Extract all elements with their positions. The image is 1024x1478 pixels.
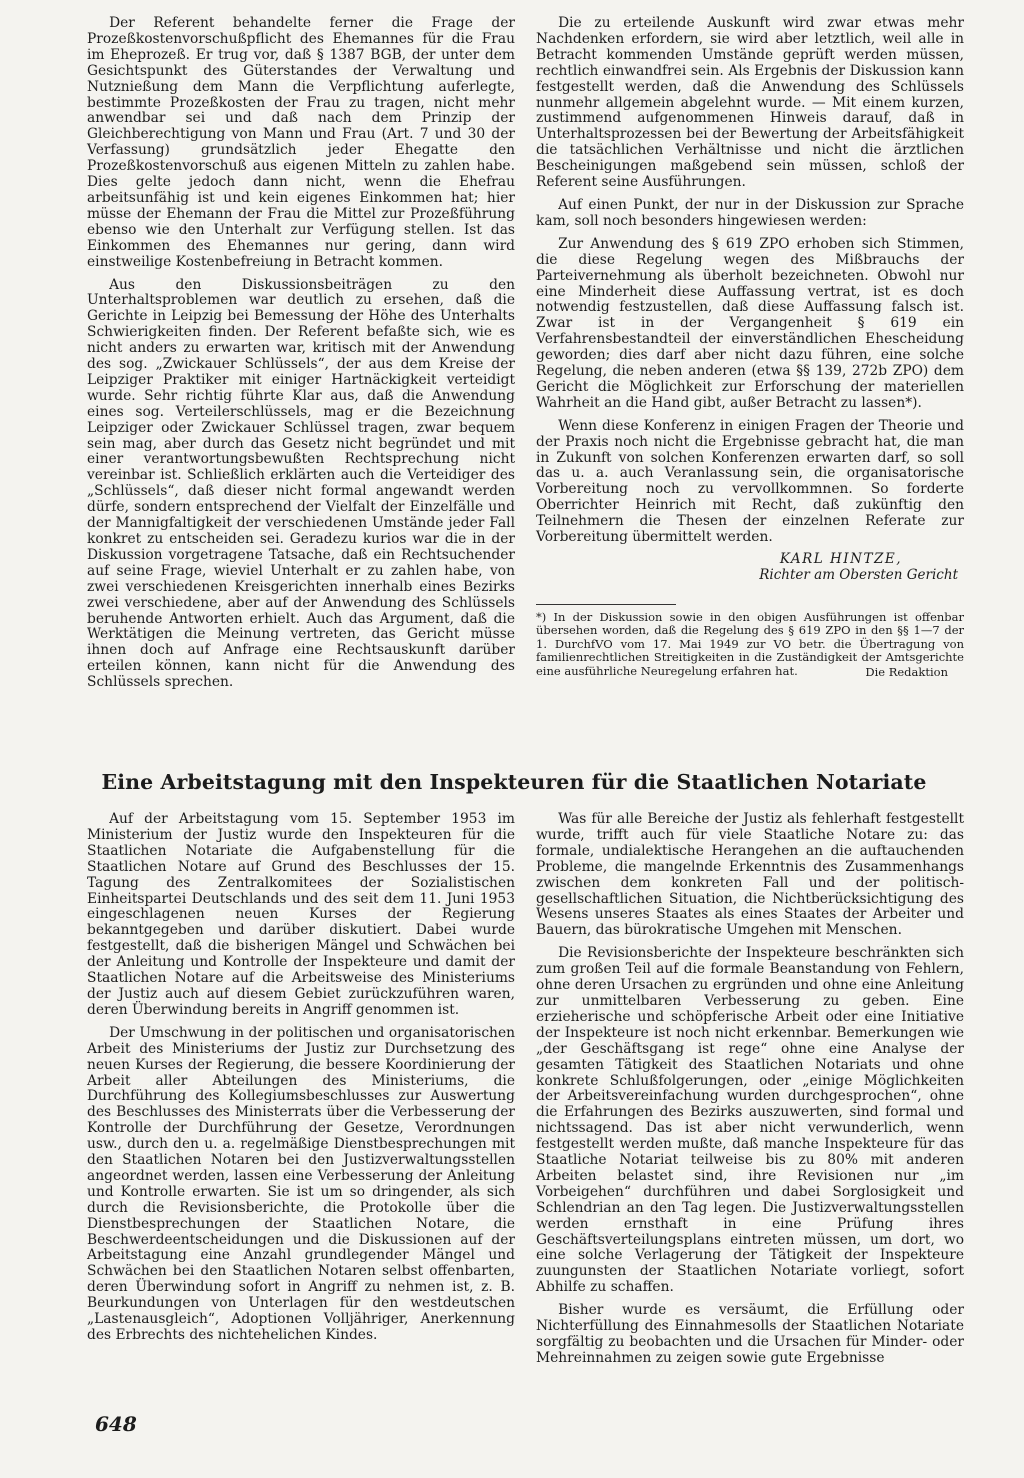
article-right-column: [536, 812, 964, 1367]
article-left-column: [87, 812, 515, 1344]
paragraph: Auf der Arbeitstagung vom 15. September 1953 im Ministerium der Justiz wurde den Inspekteuren für die Staatlichen Notariate die Aufgabenstellung für die Staatlichen Notare auf Grund des Beschlusses der 15. Tagung des Zentralkomitees der Sozialistischen Einheitspartei Deutschlands und des seit dem 11. Juni 1953 eingeschlagenen neuen Kurses der Regierung bekanntgegeben und darüber diskutiert. Dabei wurde festgestellt, daß die bisherigen Mängel und Schwächen bei der Anleitung und Kontrolle der Inspekteure und damit der Staatlichen Notare auf die Arbeitsweise des Ministeriums der Justiz auch auf diesem Gebiet zurückzuführen waren, deren Überwindung bereits in Angriff genommen ist.: [87, 811, 515, 1018]
page-number: 648: [95, 1412, 137, 1436]
indented-quote: Zur Anwendung des § 619 ZPO erhoben sich Stimmen, die diese Regelung wegen des Mißbrauchs der Parteivernehmung als überholt bezeichneten. Obwohl nur eine Minderheit diese Auffassung vertrat, ist es doch notwendig festzustellen, daß diese Auffassung falsch ist. Zwar ist in der Vergangenheit § 619 ein Verfahrensbestandteil der einverständlichen Ehescheidung geworden; dies darf aber nicht dazu führen, eine solche Regelung, die neben anderen (etwa §§ 139, 272b ZPO) dem Gericht die Möglichkeit zur Erforschung der materiellen Wahrheit an die Hand gibt, außer Betracht zu lassen*).: [536, 235, 964, 411]
top-left-column: [87, 16, 515, 691]
footnote-divider: [536, 604, 676, 605]
paragraph: Die Revisionsberichte der Inspekteure beschränkten sich zum großen Teil auf die formale Beanstandung von Fehlern, ohne deren Ursachen zu ergründen und ohne eine Anleitung zur unmittelbaren Verbesserung zu geben. Eine erzieherische und schöpferische Arbeit oder eine Initiative der Inspekteure ist noch nicht erkennbar. Bemerkungen wie „der Geschäftsgang ist rege“ ohne eine Analyse der gesamten Tätigkeit des Staatlichen Notariats und ohne konkrete Schlußfolgerungen, oder „einige Möglichkeiten der Arbeitsvereinfachung wurden durchgesprochen“, ohne die Erfahrungen des Bezirks auszuwerten, sind formal und nichtssagend. Das ist aber nicht verwunderlich, wenn festgestellt werden mußte, daß manche Inspekteure für das Staatliche Notariat teilweise bis zu 80% mit anderen Arbeiten belastet sind, ihre Revisionen nur „im Vorbeigehen“ durchführen und dabei Sorglosigkeit und Schlendrian an den Tag legen. Die Justizverwaltungsstellen werden ernsthaft in eine Prüfung ihres Geschäftsverteilungsplans eintreten müssen, um dort, wo eine solche Verlagerung der Tätigkeit der Inspekteure zuungunsten der Staatlichen Notariate vorliegt, sofort Abhilfe zu schaffen.: [536, 945, 964, 1296]
paragraph: Der Umschwung in der politischen und organisatorischen Arbeit des Ministeriums der Justiz zur Durchsetzung des neuen Kurses der Regierung, die bessere Koordinierung der Arbeit aller Abteilungen des Ministeriums, die Durchführung des Kollegiumsbeschlusses zur Auswertung des Beschlusses des Ministerrats über die Verbesserung der Kontrolle der Durchführung der Gesetze, Verordnungen usw., durch den u. a. regelmäßige Dienstbesprechungen mit den Staatlichen Notaren bei den Justizverwaltungsstellen angeordnet werden, lassen eine Verbesserung der Anleitung und Kontrolle erwarten. Sie ist um so dringender, als sich durch die Revisionsberichte, die Protokolle über die Dienstbesprechungen der Staatlichen Notare, die Beschwerdeentscheidungen und die Diskussionen auf der Arbeitstagung eine Anzahl grundlegender Mängel und Schwächen bei den Staatlichen Notaren selbst offenbarten, deren Überwindung sofort in Angriff zu nehmen ist, z. B. Beurkundungen von Unterlagen für den westdeutschen „Lastenausgleich“, Adoptionen Volljähriger, Anerkennung des Erbrechts des nichtehelichen Kindes.: [87, 1024, 515, 1343]
paragraph: Bisher wurde es versäumt, die Erfüllung oder Nichterfüllung des Einnahmesolls der Staatlichen Notariate sorgfältig zu beobachten und die Ursachen für Minder- oder Mehreinnahmen zu zeigen sowie gute Ergebnisse: [536, 1302, 964, 1366]
paragraph: Auf einen Punkt, der nur in der Diskussion zur Sprache kam, soll noch besonders hingewiesen werden:: [536, 196, 964, 229]
footnote: *) In der Diskussion sowie in den obigen Ausführungen ist offenbar übersehen worden, daß die Regelung des § 619 ZPO in den §§ 1—7 der 1. DurchfVO vom 17. Mai 1949 zur VO betr. die Übertragung von familienrechtlichen Streitigkeiten in die Zuständigkeit der Amtsgerichte eine ausführliche Neuregelung erfahren hat.: [536, 609, 964, 678]
paragraph: Die zu erteilende Auskunft wird zwar etwas mehr Nachdenken erfordern, sie wird aber letztlich, weil alle in Betracht kommenden Umstände geprüft werden müssen, rechtlich einwandfrei sein. Als Ergebnis der Diskussion kann festgestellt werden, daß die Anwendung des Schlüssels nunmehr allgemein abgelehnt wurde. — Mit einem kurzen, zustimmend aufgenommenen Hinweis darauf, daß in Unterhaltsprozessen bei der Bewertung der Arbeitsfähigkeit die tatsächlichen Verhältnisse und nicht die ärztlichen Bescheinigungen maßgebend sein müssen, schloß der Referent seine Ausführungen.: [536, 15, 964, 191]
author-role: Richter am Obersten Gericht: [759, 566, 958, 583]
footnote-credit: Die Redaktion: [865, 664, 948, 679]
article-title: Eine Arbeitstagung mit den Inspekteuren für die Staatlichen Notariate: [101, 770, 927, 794]
author-name: KARL HINTZE,: [779, 551, 902, 567]
top-right-column: [536, 16, 964, 681]
paragraph: Aus den Diskussionsbeiträgen zu den Unterhaltsproblemen war deutlich zu ersehen, daß die Gerichte in Leipzig bei Bemessung der Höhe des Unterhalts Schwierigkeiten finden. Der Referent befaßte sich, wie es nicht anders zu erwarten war, kritisch mit der Anwendung des sog. „Zwickauer Schlüssels“, der aus dem Kreise der Leipziger Praktiker mit einiger Hartnäckigkeit verteidigt wurde. Sehr richtig führte Klar aus, daß die Anwendung eines sog. Verteilerschlüssels, mag er die Bezeichnung Leipziger oder Zwickauer Schlüssel tragen, zwar bequem sein mag, aber durch das Gesetz nicht begründet und mit einer verantwortungsbewußten Rechtsprechung nicht vereinbar ist. Schließlich erklärten auch die Verteidiger des „Schlüssels“, daß dieser nicht formal angewandt werden dürfe, sondern entsprechend der Vielfalt der Einzelfälle und der Mannigfaltigkeit der verschiedenen Umstände jeder Fall konkret zu entscheiden sei. Geradezu kurios war die in der Diskussion vorgetragene Tatsache, daß ein Rechtsuchender auf seine Frage, wieviel Unterhalt er zu zahlen habe, von zwei verschiedenen Kreisgerichten innerhalb eines Bezirks zwei verschiedene, aber auf der Anwendung des Schlüssels beruhende Antworten erhielt. Auch das Argument, daß die Werktätigen die Meinung vertreten, das Gericht müsse ihnen doch auf Anfrage eine Rechtsauskunft darüber erteilen können, kann nicht für die Anwendung des Schlüssels sprechen.: [87, 276, 515, 691]
paragraph: Was für alle Bereiche der Justiz als fehlerhaft festgestellt wurde, trifft auch für viele Staatliche Notare zu: das formale, undialektische Herangehen an die auftauchenden Probleme, die mangelnde Erkenntnis des Zusammenhangs zwischen dem konkreten Fall und der politisch-gesellschaftlichen Situation, die Nichtberücksichtigung des Wesens unseres Staates als eines Staates der Arbeiter und Bauern, das bürokratische Umgehen mit Menschen.: [536, 811, 964, 939]
paragraph: Wenn diese Konferenz in einigen Fragen der Theorie und der Praxis noch nicht die Ergebnisse gebracht hat, die man in Zukunft von solchen Konferenzen erwarten darf, so soll das u. a. auch Veranlassung sein, die organisatorische Vorbereitung noch zu vervollkommnen. So forderte Oberrichter Heinrich mit Recht, daß zukünftig den Teilnehmern die Thesen der einzelnen Referate zur Vorbereitung übermittelt werden.: [536, 417, 964, 546]
paragraph: Der Referent behandelte ferner die Frage der Prozeßkostenvorschußpflicht des Ehemannes für die Frau im Eheprozeß. Er trug vor, daß § 1387 BGB, der unter dem Gesichtspunkt des Güterstandes der Verwaltung und Nutznießung dem Mann die Verpflichtung auferlegte, bestimmte Prozeßkosten der Frau zu tragen, nicht mehr anwendbar sei und daß nach dem Prinzip der Gleichberechtigung von Mann und Frau (Art. 7 und 30 der Verfassung) grundsätzlich jeder Ehegatte den Prozeßkostenvorschuß aus eigenen Mitteln zu zahlen habe. Dies gelte jedoch dann nicht, wenn die Ehefrau arbeitsunfähig ist und kein eigenes Einkommen hat; hier müsse der Ehemann der Frau die Mittel zur Prozeßführung ebenso wie den Unterhalt zur Verfügung stellen. Ist das Einkommen des Ehemannes nur gering, dann wird einstweilige Kostenbefreiung in Betracht kommen.: [87, 15, 515, 270]
